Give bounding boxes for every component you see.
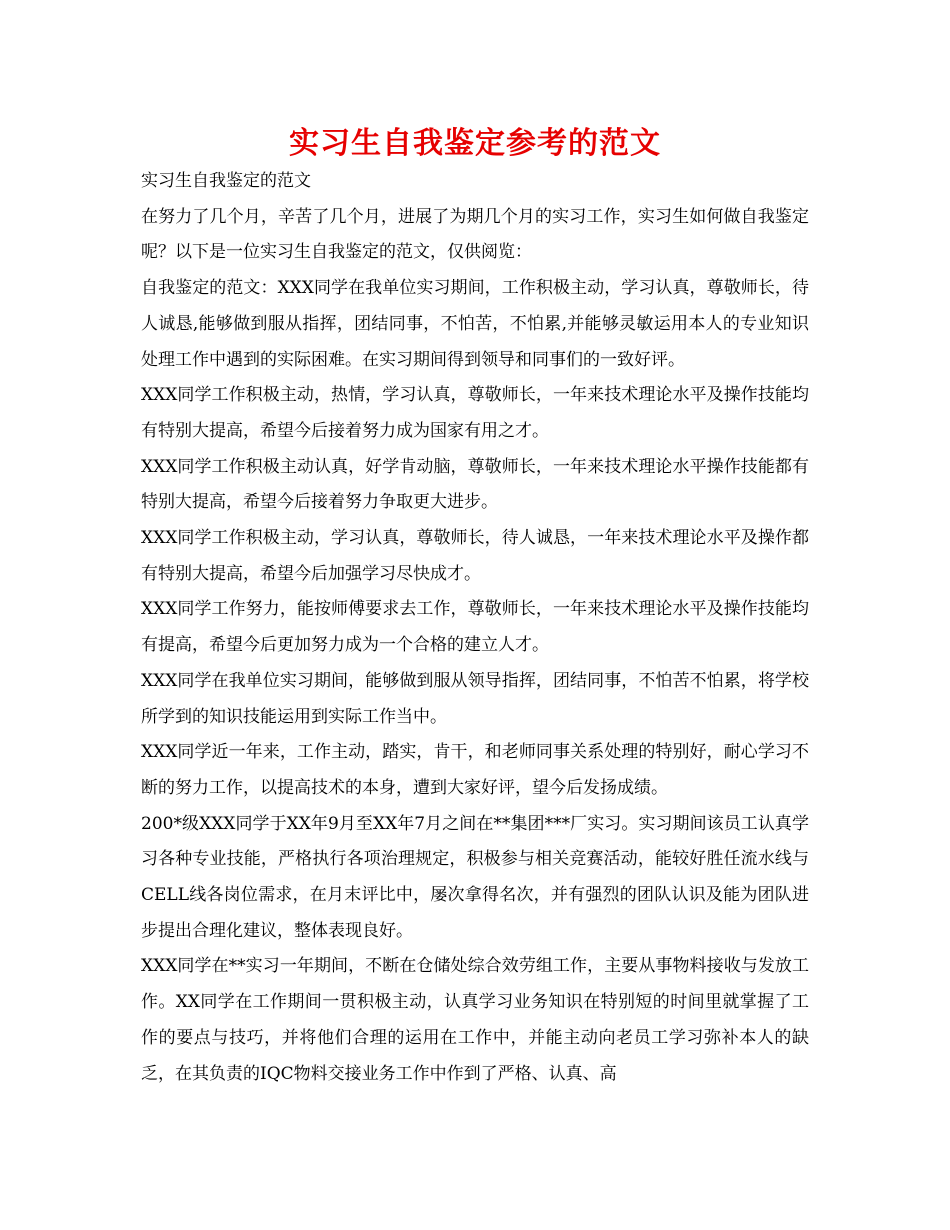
paragraph-evaluation-6: XXX同学近一年来，工作主动，踏实，肯干，和老师同事关系处理的特别好，耐心学习不断的努力工作，以提高技术的本身，遭到大家好评，望今后发扬成绩。: [141, 742, 809, 798]
paragraph-sample-evaluation: 自我鉴定的范文：XXX同学在我单位实习期间，工作积极主动，学习认真，尊敬师长，待人诚恳,能够做到服从指挥，团结同事，不怕苦，不怕累,并能够灵敏运用本人的专业知识处理工作中遇到的实际困难。在实习期间得到领导和同事们的一致好评。: [141, 278, 809, 370]
paragraph-evaluation-2: XXX同学工作积极主动认真，好学肯动脑，尊敬师长，一年来技术理论水平操作技能都有特别大提高，希望今后接着努力争取更大进步。: [141, 456, 809, 513]
paragraph-evaluation-5: XXX同学在我单位实习期间，能够做到服从领导指挥，团结同事，不怕苦不怕累，将学校所学到的知识技能运用到实际工作当中。: [141, 670, 809, 727]
paragraph-evaluation-4: XXX同学工作努力，能按师傅要求去工作，尊敬师长，一年来技术理论水平及操作技能均有提高，希望今后更加努力成为一个合格的建立人才。: [141, 599, 809, 656]
paragraph-subtitle: 实习生自我鉴定的范文: [141, 171, 311, 191]
paragraph-evaluation-8: XXX同学在**实习一年期间，不断在仓储处综合效劳组工作，主要从事物料接收与发放工作。XX同学在工作期间一贯积极主动，认真学习业务知识在特别短的时间里就掌握了工作的要点与技巧，并将他们合理的运用在工作中，并能主动向老员工学习弥补本人的缺乏，在其负责的IQC物料交接业务工作中作到了严格、认真、高: [141, 956, 809, 1084]
document-title: 实习生自我鉴定参考的范文: [289, 126, 661, 161]
paragraph-evaluation-7: 200*级XXX同学于XX年9月至XX年7月之间在**集团***厂实习。实习期间该员工认真学习各种专业技能，严格执行各项治理规定，积极参与相关竞赛活动，能较好胜任流水线与CELL线各岗位需求，在月末评比中，屡次拿得名次，并有强烈的团队认识及能为团队进步提出合理化建议，整体表现良好。: [141, 813, 809, 941]
paragraph-intro: 在努力了几个月，辛苦了几个月，进展了为期几个月的实习工作，实习生如何做自我鉴定呢？以下是一位实习生自我鉴定的范文，仅供阅览：: [141, 206, 809, 263]
paragraph-evaluation-3: XXX同学工作积极主动，学习认真，尊敬师长，待人诚恳，一年来技术理论水平及操作都有特别大提高，希望今后加强学习尽快成才。: [141, 528, 809, 584]
document-body: [141, 164, 809, 1092]
paragraph-evaluation-1: XXX同学工作积极主动，热情，学习认真，尊敬师长，一年来技术理论水平及操作技能均有特别大提高，希望今后接着努力成为国家有用之才。: [141, 385, 809, 441]
